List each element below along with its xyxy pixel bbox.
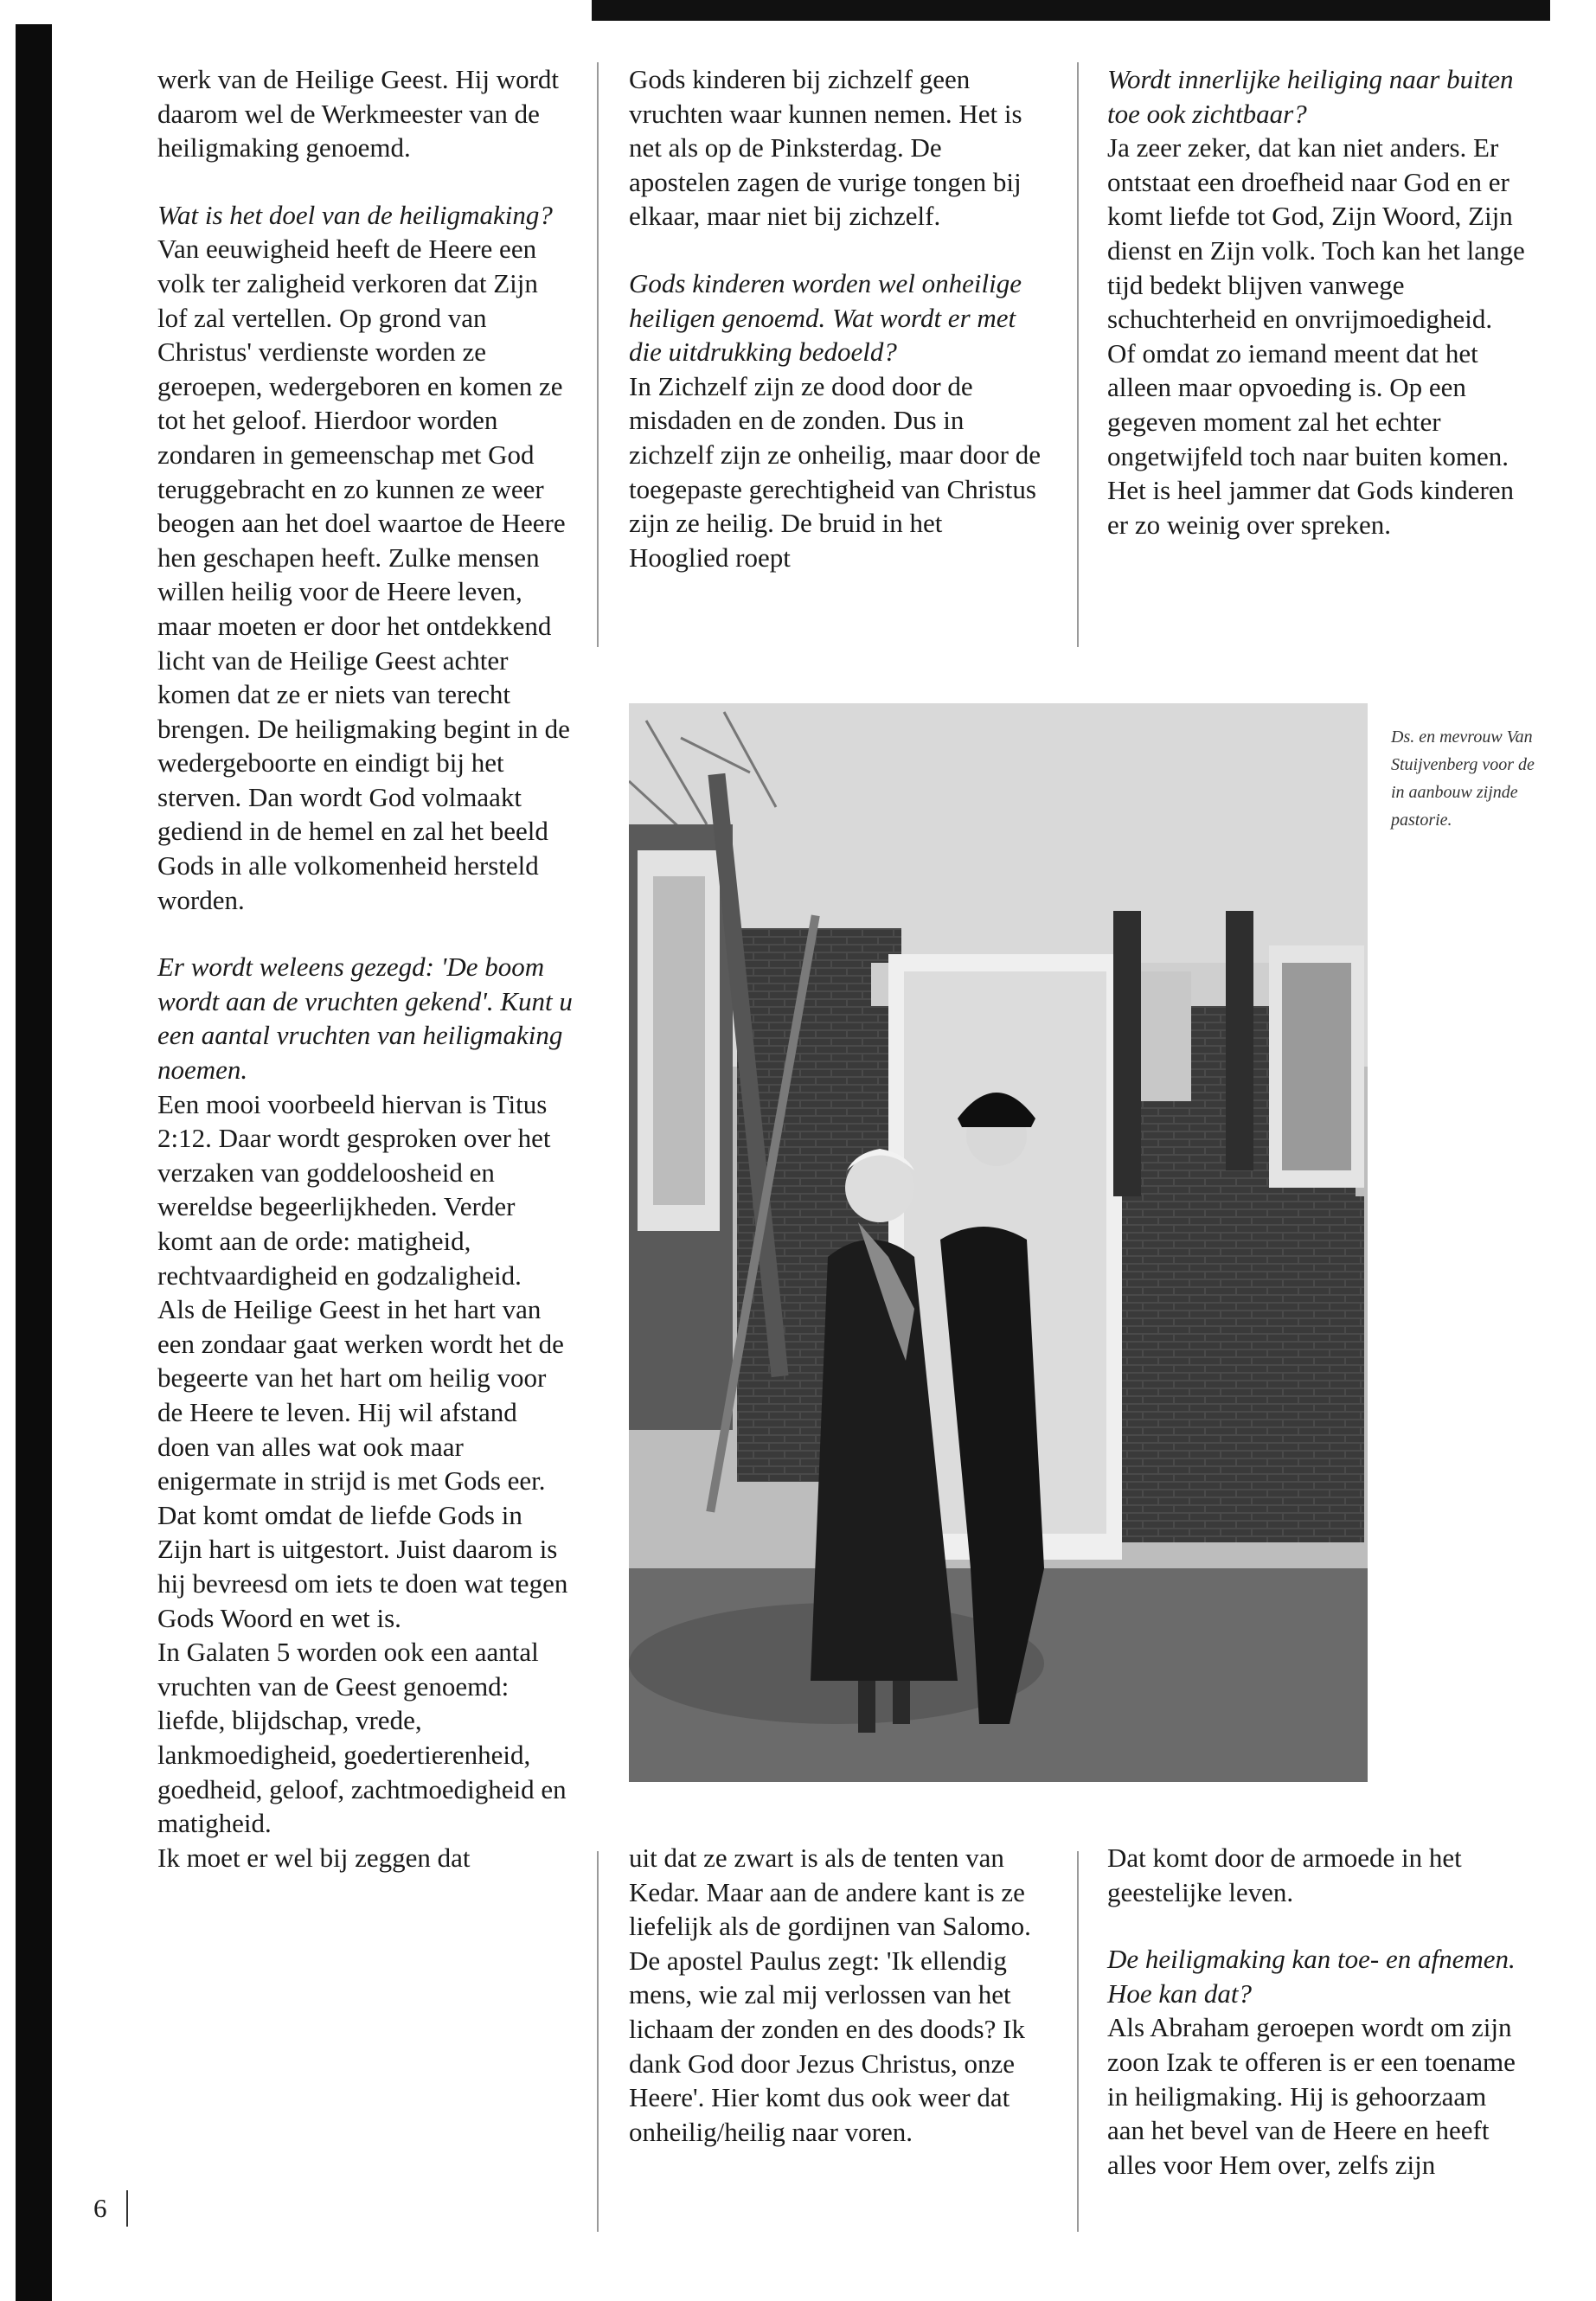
column-rule-4 [1077,1851,1079,2232]
top-rule [592,0,1550,21]
c3b-p1-text: Dat komt door de armoede in het geestelijke leven. [1107,1843,1462,1907]
column-2-bottom [629,1841,1048,2149]
c1-paragraph-2 [157,198,573,917]
c1-p1-text: werk van de Heilige Geest. Hij wordt daarom wel de Werkmeester van de heiligmaking genoemd. [157,64,560,163]
c2-p1-text: Gods kinderen bij zichzelf geen vruchten waar kunnen nemen. Het is net als op de Pinksterdag. De apostelen zagen de vurige tongen bij elkaar, maar niet bij zichzelf. [629,64,1022,232]
c2-paragraph-2 [629,266,1048,574]
column-2-top [629,62,1048,574]
c2-p2-question: Gods kinderen worden wel onheilige heiligen genoemd. Wat wordt er met die uitdrukking bedoeld? [629,267,1022,368]
photo-caption: Ds. en mevrouw Van Stuijvenberg voor de in aanbouw zijnde pastorie. [1391,727,1535,830]
c1-p3-answer-2: Als de Heilige Geest in het hart van een zondaar gaat werken wordt het de begeerte van het hart om heilig voor de Heere te leven. Hij wil afstand doen van alles wat ook maar enigermate in strijd is met Gods eer. Dat komt omdat de liefde Gods in Zijn hart is uitgestort. Juist daarom is hij bevreesd om iets te doen wat tegen Gods Woord en wet is. [157,1294,568,1633]
column-3-bottom [1107,1841,1527,2182]
left-margin-bar [16,24,52,2301]
c1-p2-question: Wat is het doel van de heiligmaking? [157,199,553,230]
c1-p2-answer: Van eeuwigheid heeft de Heere een volk ter zaligheid verkoren dat Zijn lof zal vertellen. Op grond van Christus' verdienste worden ze geroepen, wedergeboren en komen ze tot het geloof. Hierdoor worden zondaren in gemeenschap met God teruggebracht en zo kunnen ze weer beogen aan het doel waartoe de Heere hen geschapen heeft. Zulke mensen willen heilig voor de Heere leven, maar moeten er door het ontdekkend licht van de Heilige Geest achter komen dat ze er niets van terecht brengen. De heiligmaking begint in de wedergeboorte en eindigt bij het sterven. Dan wordt God volmaakt gediend in de hemel en zal het beeld Gods in alle volkomenheid hersteld worden. [157,234,570,915]
c1-p3-answer: Een mooi voorbeeld hiervan is Titus 2:12. Daar wordt gesproken over het verzaken van goddeloosheid en wereldse begeerlijkheden. Verder komt aan de orde: matigheid, rechtvaardigheid en godzaligheid. [157,1088,551,1291]
photo-illustration [629,703,1368,1782]
c1-p3-answer-3: In Galaten 5 worden ook een aantal vruchten van de Geest genoemd: liefde, blijdschap, vrede, lankmoedigheid, goedertierenheid, goedheid, geloof, zachtmoedigheid en matigheid. [157,1637,567,1839]
c2-p2-answer: In Zichzelf zijn ze dood door de misdaden en de zonden. Dus in zichzelf zijn ze onheilig, maar door de toegepaste gerechtigheid van Christus zijn ze heilig. De bruid in het Hooglied roept [629,370,1041,573]
column-1 [157,62,573,1875]
c3-paragraph-1 [1107,62,1527,542]
c1-p3-question: Er wordt weleens gezegd: 'De boom wordt aan de vruchten gekend'. Kunt u een aantal vruchten van heiligmaking noemen. [157,952,573,1086]
column-rule-2 [1077,62,1079,647]
page-number: 6 [93,2193,107,2223]
c3-p1-answer: Ja zeer zeker, dat kan niet anders. Er ontstaat een droefheid naar God en er komt liefde tot God, Zijn Woord, Zijn dienst en Zijn volk. Toch kan het lange tijd bedekt blijven vanwege schuchterheid en onvrijmoedigheid. Of omdat zo iemand meent dat het alleen maar opvoeding is. Op een gegeven moment zal het echter ongetwijfeld toch naar buiten komen. Het is heel jammer dat Gods kinderen er zo weinig over spreken. [1107,132,1525,540]
c1-p3-answer-4: Ik moet er wel bij zeggen dat [157,1842,471,1873]
c2b-p1-text: uit dat ze zwart is als de tenten van Kedar. Maar aan de andere kant is ze liefelijk als de gordijnen van Salomo. De apostel Paulus zegt: 'Ik ellendig mens, wie zal mij verlossen van het lichaam der zonden en des doods? Ik dank God door Jezus Christus, onze Heere'. Hier komt dus ook weer dat onheilig/heilig naar voren. [629,1843,1031,2147]
column-rule-1 [597,62,599,647]
c1-paragraph-1 [157,62,573,165]
c3b-paragraph-2 [1107,1942,1527,2182]
c3b-p2-question: De heiligmaking kan toe- en afnemen. Hoe kan dat? [1107,1944,1516,2009]
c3-p1-question: Wordt innerlijke heiliging naar buiten toe ook zichtbaar? [1107,64,1514,129]
photo-couple-at-pastorie [629,703,1368,1782]
c1-paragraph-3 [157,950,573,1875]
column-rule-3 [597,1851,599,2232]
c2-paragraph-1 [629,62,1048,234]
c3b-paragraph-1 [1107,1841,1527,1909]
column-3-top [1107,62,1527,542]
c3b-p2-answer: Als Abraham geroepen wordt om zijn zoon Izak te offeren is er een toename in heiligmaking. Hij is gehoorzaam aan het bevel van de Heere en heeft alles voor Hem over, zelfs zijn [1107,2012,1516,2180]
page-number-rule [126,2190,128,2227]
c2b-paragraph-1 [629,1841,1048,2149]
